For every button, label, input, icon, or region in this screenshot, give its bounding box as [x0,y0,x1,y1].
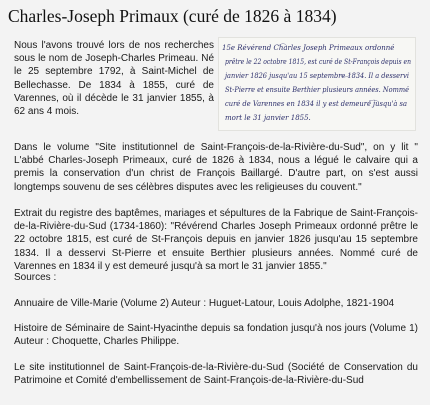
handwritten-register-svg [219,38,415,130]
handwriting-line: janvier 1826 jusqu'au 15 septembre 1834. Il a desservi [223,72,409,80]
page-title: Charles-Joseph Primaux (curé de 1826 à 1834) [8,6,337,26]
handwriting-line: prêtre le 22 octobre 1815, est curé de St-François depuis en [225,58,412,66]
handwriting-line: curé de Varennes en 1834 il y est demeuré jusqu'à sa [225,100,407,108]
source-item: Annuaire de Ville-Marie (Volume 2) Auteur : Huguet-Latour, Louis Adolphe, 1821-1904 [14,298,395,309]
sources-heading: Sources : [14,272,57,283]
quote-paragraph: Dans le volume "Site institutionnel de Saint-François-de-la-Rivière-du-Sud", on y lit " L'abbé Charles-Joseph Primeaux, curé de 1826 à 1834, nous a légué le calvaire qui a premis la conservation d'un christ de François Baillargé. D'autre part, on s'est aussi longtemps souvenu de ses célèbres disputes avec les religieuses du couvent." [14,142,418,193]
handwriting-line: St-Pierre et ensuite Berthier plusieurs années. Nommé [225,86,409,94]
handwritten-register-image [218,37,416,131]
source-item: Histoire de Séminaire de Saint-Hyacinthe depuis sa fondation jusqu'à nos jours (Volume 1) Auteur : Choquette, Charles Philippe. [14,323,418,348]
register-extract-paragraph: Extrait du registre des baptêmes, mariages et sépultures de la Fabrique de Saint-François-de-la-Rivière-du-Sud (1734-1860): "Révérend Charles Joseph Primeaux ordonné prêtre le 22 octobre 1815, est curé de St-François depuis en janvier 1826 jusqu'au 15 septembre 1834. Il a desservi St-Pierre et ensuite Berthier plusieurs années. Nommé curé de Varennes en 1834 il y est demeuré jusqu'à sa mort le 31 janvier 1855." [14,208,418,272]
intro-paragraph: Nous l'avons trouvé lors de nos recherches sous le nom de Joseph-Charles Primeau. Né le 25 septembre 1792, à Saint-Michel de Bellechasse. De 1834 à 1855, curé de Varennes, où il décède le 31 janvier 1855, à 62 ans 4 mois. [14,40,214,118]
handwriting-line: 15e Révérend Charles Joseph Primeaux ordonné [222,44,395,52]
handwriting-line: mort le 31 janvier 1855. [225,114,311,122]
source-item: Le site institutionnel de Saint-François-de-la-Rivière-du-Sud (Société de Conservation du Patrimoine et Comité d'embellissement de Saint-François-de-la-Rivière-du-Sud [14,362,418,387]
